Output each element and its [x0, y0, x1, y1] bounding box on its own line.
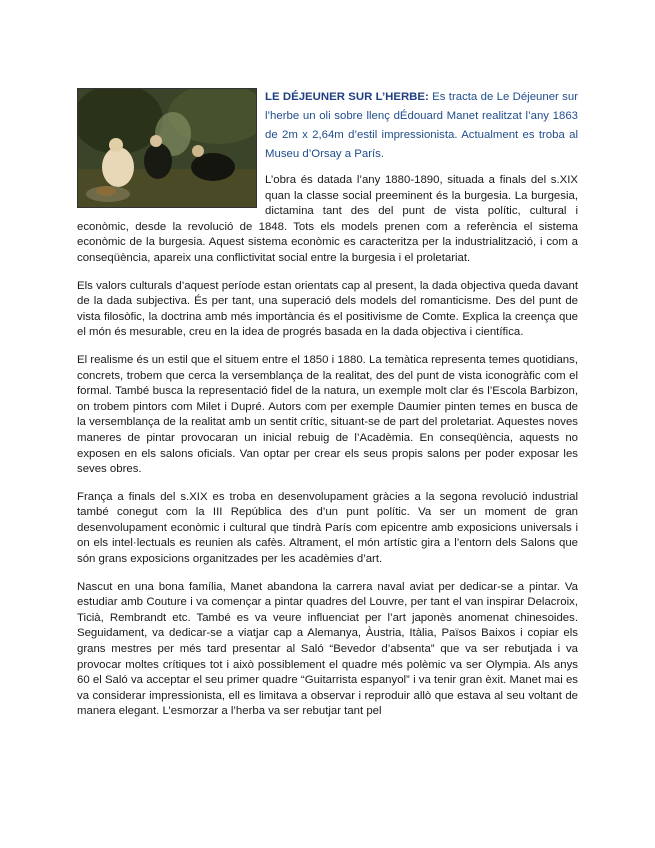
paragraph-context: L’obra és datada l’any 1880-1890, situada a finals del s.XIX quan la classe social preeminent és la burgesia. La burgesia, dictamina tant des del punt de vista polític, cultural i econòmic, desde la revolució de 1848. Tots els models prenen com a referència el sistema econòmic de la burgesia. Aquest sistema econòmic es caracteritza per la industrialització, i com a conseqüència, apareix una conflictivitat social entre la burgesia i el proletariat. [77, 174, 578, 264]
document-page [77, 88, 578, 732]
artwork-title: LE DÉJEUNER SUR L’HERBE: [265, 91, 429, 103]
paragraph-realism: El realisme és un estil que el situem entre el 1850 i 1880. La temàtica representa temes quotidians, concrets, trobem que cerca la versemblança de la realitat, des del punt de vista iconogràfic com el formal. També busca la representació fidel de la natura, un exemple molt clar és l’Escola Barbizon, on trobem pintors com Milet i Dupré. Autors com per exemple Daumier pinten temes en busca de la versemblança de la realitat amb un sentit crític, situant-se de part del proletariat. Aquestes noves maneres de pintar provocaran un inicial rebuig de l’Acadèmia. En conseqüència, aquests no exposen en els salons oficials. Van optar per crear els seus propis salons per poder exposar les seves obres. [77, 353, 578, 476]
paragraph-manet: Nascut en una bona família, Manet abandona la carrera naval aviat per dedicar-se a pintar. Va estudiar amb Couture i va començar a pintar quadres del Louvre, per tant el van inspirar Delacroix, Ticià, Rembrandt etc. També es va veure influenciat per l’art japonès anomenat chinesoides. Seguidament, va dedicar-se a viatjar cap a Alemanya, Àustria, Itàlia, Països Baixos i copiar els grans mestres per més tard presentar al Saló “Bevedor d’absenta” que va ser rebutjada i va provocar moltes crítiques tot i això possiblement el quadre més polèmic va ser Olympia. Als anys 60 el Saló va acceptar el seu primer quadre “Guitarrista espanyol” i va tenir gran èxit. Manet mai es va considerar impressionista, ell es limitava a observar i reproduir allò que estava al seu voltant de manera elegant. L’esmorzar a l’herba va ser rebutjar tant pel [77, 580, 578, 718]
painting-illustration [78, 89, 256, 207]
paragraph-cultural-values: Els valors culturals d’aquest període estan orientats cap al present, la dada objectiva queda davant de la dada subjectiva. És per tant, una superació dels models del romanticisme. Des del punt de vista filosòfic, la doctrina amb més importància és el positivisme de Comte. Explica la creença que el món és mesurable, creu en la idea de progrés basada en la dada objectiva i científica. [77, 279, 578, 339]
paragraph-france: França a finals del s.XIX es troba en desenvolupament gràcies a la segona revolució industrial també conegut com la III República des d’un punt polític. Va ser un moment de gran desenvolupament econòmic i cultural que tindrà París com epicentre amb exposicions universals i on els intel·lectuals es reunien als cafès. Altrament, el món artístic gira a l’entorn dels Salons que són grans exposicions organitzades per les acadèmies d’art. [77, 490, 578, 566]
painting-image [77, 88, 257, 208]
intro-text: Es tracta de Le Déjeuner sur l’herbe un oli sobre llenç dÉdouard Manet realitzat l’any 1863 de 2m x 2,64m d’estil impressionista. Actualment es troba al Museu d’Orsay a París. [265, 91, 578, 160]
